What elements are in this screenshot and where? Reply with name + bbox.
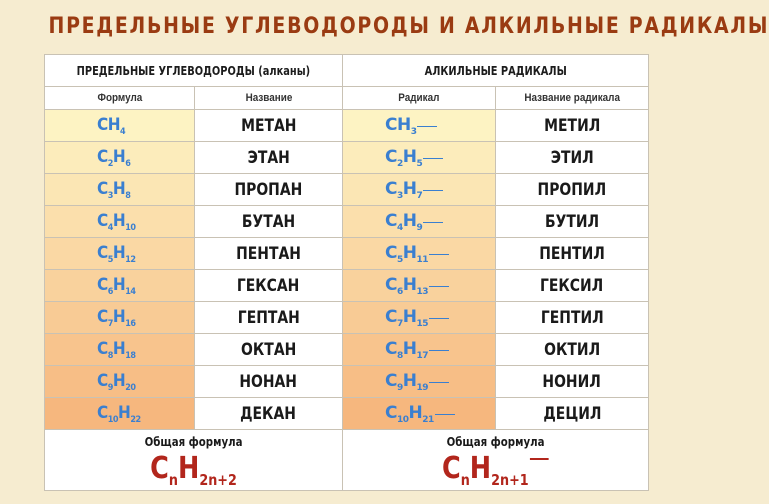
bond-dash: [429, 350, 449, 351]
general-formula-label: Общая формула: [144, 434, 243, 449]
radical-name: ОКТИЛ: [496, 334, 649, 366]
table-row: [45, 238, 649, 270]
name-column-header: Название: [195, 87, 343, 110]
bond-dash: [423, 158, 443, 159]
hydrogen-count: 10: [125, 222, 136, 233]
hydrogen-count: 18: [125, 350, 136, 361]
hydrogen-count: 14: [125, 286, 136, 297]
bond-dash: [435, 414, 455, 415]
general-formula-label: Общая формула: [446, 434, 545, 449]
hydrogen-count: 21: [422, 414, 434, 425]
formula-column-header: Формула: [45, 87, 195, 110]
radical-name: ПЕНТИЛ: [496, 238, 649, 270]
carbon-count: 6: [396, 286, 403, 297]
hydrogen-count: 6: [125, 158, 131, 169]
carbon-count: 10: [396, 414, 409, 425]
hydrogen-count: 11: [416, 254, 429, 265]
radical-name: ДЕЦИЛ: [496, 398, 649, 430]
alkane-formula: $C_9H_{20}$: [45, 366, 195, 398]
table-row: [45, 366, 649, 398]
hydrogen-count: 22: [130, 414, 141, 425]
alkanes-group-header: ПРЕДЕЛЬНЫЕ УГЛЕВОДОРОДЫ (алканы): [45, 55, 343, 87]
table-row: [45, 174, 649, 206]
carbon-count: 5: [396, 254, 403, 265]
radical-formula: $C_8H_{17}$: [343, 334, 496, 366]
carbon-count: 2: [396, 158, 403, 169]
alkane-formula: $C_2H_6$: [45, 142, 195, 174]
hydrogen-count: 5: [416, 158, 423, 169]
carbon-count: 5: [107, 254, 113, 265]
alkane-formula: $C_6H_{14}$: [45, 270, 195, 302]
radical-name: НОНИЛ: [496, 366, 649, 398]
alkane-name: МЕТАН: [195, 110, 343, 142]
radical-name: МЕТИЛ: [496, 110, 649, 142]
alkane-name: ГЕПТАН: [195, 302, 343, 334]
carbon-count: 8: [107, 350, 113, 361]
carbon-count: 9: [396, 382, 403, 393]
radical-general-formula: $C_nH_{2n+1}$: [366, 451, 625, 489]
carbon-count: 7: [107, 318, 113, 329]
carbon-count: 4: [396, 222, 403, 233]
bond-dash: [429, 286, 449, 287]
alkane-general-formula: $C_nH_{2n+2}$: [150, 450, 237, 489]
alkane-name: ДЕКАН: [195, 398, 343, 430]
radical-formula: $CH_3$: [343, 110, 496, 142]
radical-formula: $C_{10}H_{21}$: [343, 398, 496, 430]
alkane-name: ЭТАН: [195, 142, 343, 174]
radical-name: БУТИЛ: [496, 206, 649, 238]
bond-dash: [429, 318, 449, 319]
carbon-count: 6: [107, 286, 113, 297]
hydrogen-count: 13: [416, 286, 429, 297]
bond-dash: [530, 458, 549, 460]
table-row: [45, 398, 649, 430]
alkane-general-formula-cell: [45, 430, 343, 491]
alkane-name: ПРОПАН: [195, 174, 343, 206]
radicals-group-header: АЛКИЛЬНЫЕ РАДИКАЛЫ: [343, 55, 649, 87]
hydrogen-count: 12: [125, 254, 136, 265]
carbon-count: 8: [396, 350, 403, 361]
hydrogen-count: 20: [125, 382, 136, 393]
radical-name: ГЕКСИЛ: [496, 270, 649, 302]
alkane-formula: $C_5H_{12}$: [45, 238, 195, 270]
carbon-count: 9: [107, 382, 113, 393]
table-row: [45, 270, 649, 302]
hydrogen-count: 7: [416, 190, 423, 201]
radical-formula: $C_3H_7$: [343, 174, 496, 206]
table-row: [45, 302, 649, 334]
carbon-count: 7: [396, 318, 403, 329]
alkane-formula: $C_4H_{10}$: [45, 206, 195, 238]
alkane-name: НОНАН: [195, 366, 343, 398]
alkane-formula: $C_3H_8$: [45, 174, 195, 206]
table-row: [45, 206, 649, 238]
hydrogen-count: 19: [416, 382, 429, 393]
hydrogen-count: 3: [410, 126, 417, 137]
bond-dash: [429, 254, 449, 255]
alkane-name: ГЕКСАН: [195, 270, 343, 302]
radical-name: ГЕПТИЛ: [496, 302, 649, 334]
alkanes-radicals-table: [44, 54, 649, 491]
alkane-formula: $C_7H_{16}$: [45, 302, 195, 334]
alkane-formula: $C_{10}H_{22}$: [45, 398, 195, 430]
radical-name: ЭТИЛ: [496, 142, 649, 174]
radical-formula: $C_6H_{13}$: [343, 270, 496, 302]
bond-dash: [423, 190, 443, 191]
alkane-name: БУТАН: [195, 206, 343, 238]
radical-name: ПРОПИЛ: [496, 174, 649, 206]
bond-dash: [417, 126, 437, 127]
hydrogen-count: 8: [125, 190, 131, 201]
hydrogen-count: 17: [416, 350, 429, 361]
table-row: [45, 334, 649, 366]
carbon-count: 3: [107, 190, 113, 201]
alkane-formula: $C_8H_{18}$: [45, 334, 195, 366]
hydrogen-count: 16: [125, 318, 136, 329]
alkane-formula: $CH_4$: [45, 110, 195, 142]
hydrogen-count: 9: [416, 222, 423, 233]
bond-dash: [429, 382, 449, 383]
alkane-name: ОКТАН: [195, 334, 343, 366]
page-title: ПРЕДЕЛЬНЫЕ УГЛЕВОДОРОДЫ И АЛКИЛЬНЫЕ РАДИКАЛЫ: [48, 14, 769, 39]
table-row: [45, 142, 649, 174]
radical-formula: $C_4H_9$: [343, 206, 496, 238]
carbon-count: 4: [107, 222, 113, 233]
radical-formula: $C_5H_{11}$: [343, 238, 496, 270]
hydrogen-count: 15: [416, 318, 429, 329]
carbon-count: 2: [107, 158, 113, 169]
carbon-count: 10: [107, 414, 119, 425]
carbon-count: 3: [396, 190, 403, 201]
table-row: [45, 110, 649, 142]
radical-formula: $C_7H_{15}$: [343, 302, 496, 334]
radical-formula: $C_9H_{19}$: [343, 366, 496, 398]
radical-general-formula-cell: [343, 430, 649, 491]
radical-column-header: Радикал: [343, 87, 496, 110]
hydrogen-count: 4: [120, 126, 126, 137]
alkane-name: ПЕНТАН: [195, 238, 343, 270]
radical-name-column-header: Название радикала: [496, 87, 649, 110]
radical-formula: $C_2H_5$: [343, 142, 496, 174]
bond-dash: [423, 222, 443, 223]
